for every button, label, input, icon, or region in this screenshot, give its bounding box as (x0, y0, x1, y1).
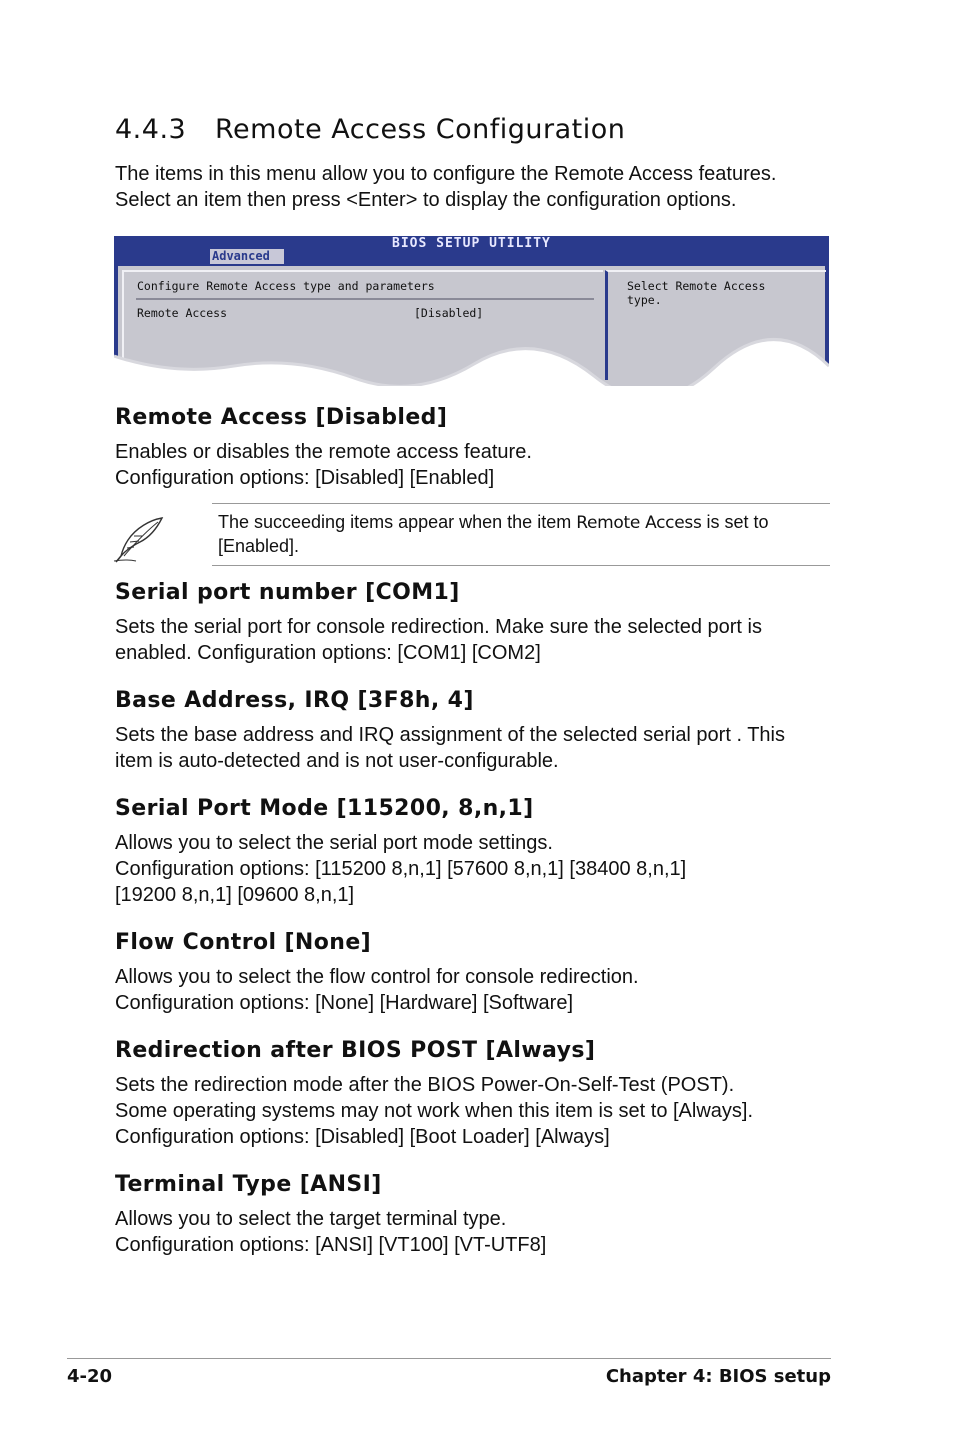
bios-utility-title: BIOS SETUP UTILITY (392, 236, 551, 251)
bios-tab-advanced: Advanced (210, 249, 284, 264)
item-heading-serial-port-mode: Serial Port Mode [115200, 8,n,1] (115, 796, 534, 821)
intro-line: The items in this menu allow you to configure the Remote Access features. (115, 163, 777, 185)
item-line: Configuration options: [Disabled] [Boot Loader] [Always] (115, 1126, 610, 1148)
item-line: Some operating systems may not work when this item is set to [Always]. (115, 1100, 754, 1122)
note-top-rule (212, 503, 830, 504)
item-body-flow-control (115, 964, 639, 1016)
note-bottom-rule (212, 565, 830, 566)
item-line: enabled. Configuration options: [COM1] [COM2] (115, 642, 541, 664)
item-line: [19200 8,n,1] [09600 8,n,1] (115, 884, 355, 906)
item-body-remote-access (115, 439, 532, 491)
bios-title-bar (114, 236, 829, 266)
note-text-before: The succeeding items appear when the item (218, 512, 577, 532)
item-body-base-address (115, 722, 785, 774)
item-heading-redirection: Redirection after BIOS POST [Always] (115, 1038, 596, 1063)
section-number: 4.4.3 (115, 114, 187, 145)
item-body-serial-port-mode (115, 830, 686, 908)
item-body-redirection (115, 1072, 753, 1150)
intro-line: Select an item then press <Enter> to display the configuration options. (115, 189, 737, 211)
footer-rule (67, 1358, 831, 1359)
bios-help-line: Select Remote Access (627, 279, 766, 293)
item-heading-serial-port-number: Serial port number [COM1] (115, 580, 460, 605)
note-text (218, 511, 769, 558)
note-text-after: is set to (701, 512, 769, 532)
intro-paragraph (115, 161, 875, 213)
bios-item-label: Remote Access (137, 306, 228, 320)
item-heading-flow-control: Flow Control [None] (115, 930, 372, 955)
item-line: Allows you to select the target terminal type. (115, 1208, 507, 1230)
item-line: Enables or disables the remote access feature. (115, 441, 532, 463)
item-heading-remote-access: Remote Access [Disabled] (115, 405, 448, 430)
feather-pen-icon (112, 514, 166, 564)
item-line: Sets the redirection mode after the BIOS Power-On-Self-Test (POST). (115, 1074, 735, 1096)
item-line: Allows you to select the flow control for console redirection. (115, 966, 639, 988)
section-heading (115, 114, 625, 145)
bios-help-line: type. (627, 293, 662, 307)
item-line: Configuration options: [115200 8,n,1] [57600 8,n,1] [38400 8,n,1] (115, 858, 687, 880)
bios-screenshot (114, 236, 829, 386)
item-line: Configuration options: [None] [Hardware] [Software] (115, 992, 574, 1014)
item-line: Configuration options: [ANSI] [VT100] [VT-UTF8] (115, 1234, 547, 1256)
item-line: item is auto-detected and is not user-configurable. (115, 750, 559, 772)
bios-panel-heading: Configure Remote Access type and parameters (137, 279, 435, 293)
section-title: Remote Access Configuration (215, 114, 626, 145)
bios-divider (136, 298, 594, 300)
note-keyword: Remote Access (576, 513, 702, 533)
bios-help-text (627, 279, 765, 307)
item-line: Configuration options: [Disabled] [Enabled] (115, 467, 495, 489)
item-heading-base-address: Base Address, IRQ [3F8h, 4] (115, 688, 474, 713)
bios-item-value: [Disabled] (414, 306, 484, 320)
item-body-terminal-type (115, 1206, 546, 1258)
item-heading-terminal-type: Terminal Type [ANSI] (115, 1172, 382, 1197)
item-line: Sets the base address and IRQ assignment of the selected serial port . This (115, 724, 785, 746)
item-line: Allows you to select the serial port mode settings. (115, 832, 553, 854)
item-body-serial-port-number (115, 614, 762, 666)
page-number: 4-20 (67, 1366, 113, 1387)
note-line2: [Enabled]. (218, 536, 300, 556)
torn-edge (114, 336, 829, 386)
item-line: Sets the serial port for console redirection. Make sure the selected port is (115, 616, 762, 638)
chapter-label: Chapter 4: BIOS setup (605, 1366, 831, 1387)
